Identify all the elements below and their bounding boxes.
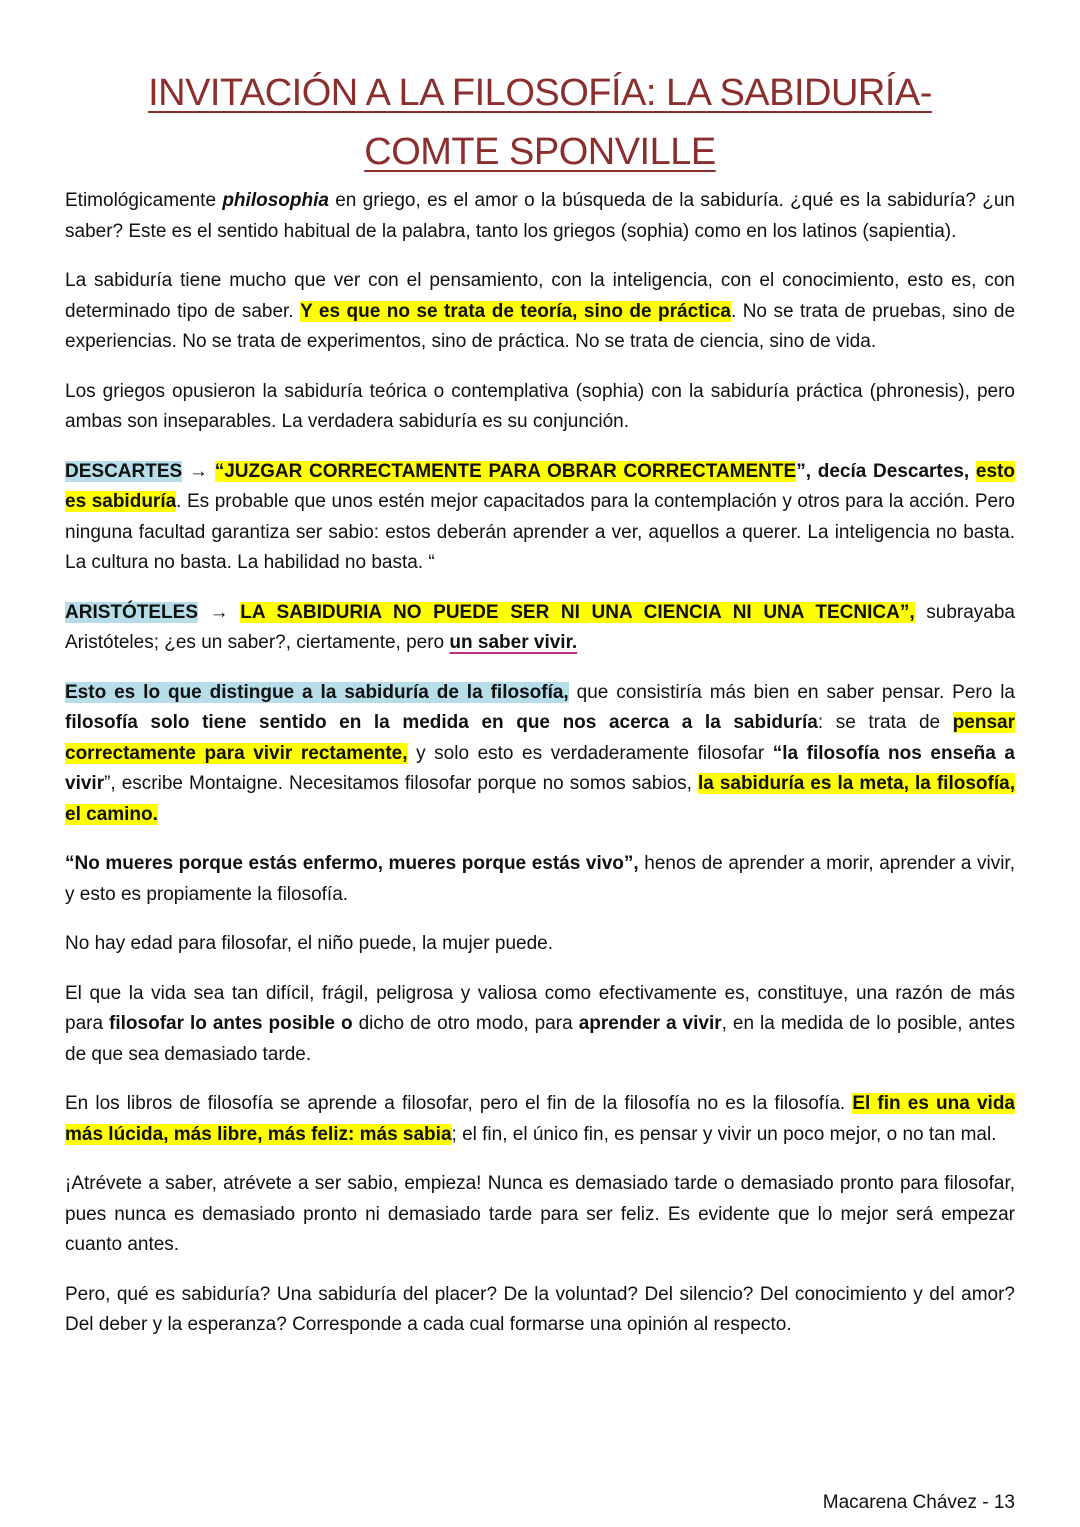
text: La sabiduría tiene mucho que ver con el pensamiento, con la inteligencia, con el conocimiento, esto es, con determinado tipo de saber. [65,270,1015,322]
page-footer: Macarena Chávez - 13 [822,1492,1015,1513]
text: dicho de otro modo, para [352,1013,579,1034]
paragraph-libros [65,1089,1015,1150]
text: ”, escribe Montaigne. Necesitamos filosofar porque no somos sabios, [104,773,698,794]
text: que consistiría más bien en saber pensar. Pero la [568,681,1015,703]
paragraph-etymology [65,186,1015,247]
text: . No se trata de pruebas, sino de experiencias. No se trata de experimentos, sino de práctica. No se trata de ciencia, sino de vida. [65,300,1016,352]
term-philosophia: philosophia [222,190,329,211]
quote-montaigne: “la filosofía nos enseña a vivir [65,742,1015,794]
paragraph-descartes [65,457,1015,579]
text: ”, decía Descartes, [796,460,976,482]
highlight-practice: Y es que no se trata de teoría, sino de práctica [300,300,731,322]
text: : se trata de [817,712,953,733]
paragraph-edad: No hay edad para filosofar, el niño puede, la mujer puede. [65,933,553,954]
paragraph-morir [65,849,1015,910]
bold-text: filosofar lo antes posible o [109,1013,353,1034]
paragraph-aristoteles [65,598,1015,659]
document-body [65,186,1015,1360]
quote-morir: “No mueres porque estás enfermo, mueres porque estás vivo”, [65,853,639,874]
arrow-icon: → [182,460,215,482]
arrow-icon: → [198,601,241,623]
page-title-line-1: INVITACIÓN A LA FILOSOFÍA: LA SABIDURÍA- [148,72,932,114]
text: Etimológicamente [65,190,223,211]
text: El que la vida sea tan difícil, frágil, peligrosa y valiosa como efectivamente es, constituye, una razón de más para [65,982,1015,1034]
text: , en la medida de lo posible, antes de que sea demasiado tarde. [65,1013,1015,1065]
text: henos de aprender a morir, aprender a vivir, y esto es propiamente la filosofía. [65,853,1015,905]
text: en griego, es el amor o la búsqueda de la sabiduría. ¿qué es la sabiduría? ¿un saber? Este es el sentido habitual de la palabra, tanto los griegos (sophia) como en los latinos (sapientia). [65,190,1015,242]
highlight-meta-camino: la sabiduría es la meta, la filosofía, el camino. [65,773,1015,825]
highlight-pensar: pensar correctamente para vivir rectamente, [65,712,1015,764]
paragraph-practice [65,266,1015,358]
text: En los libros de filosofía se aprende a filosofar, pero el fin de la filosofía no es la filosofía. [65,1093,853,1114]
highlight-fin: El fin es una vida más lúcida, más libre, más feliz: más sabia [65,1093,1015,1145]
bold-text: filosofía solo tiene sentido en la medida en que nos acerca a la sabiduría [65,712,818,733]
label-descartes: DESCARTES [65,460,183,482]
text: . Es probable que unos estén mejor capacitados para la contemplación y otros para la acción. Pero ninguna facultad garantiza ser sabio: estos deberán aprender a ver, aquellos a querer. La inteligencia no basta. La cultura no basta. La habilidad no basta. “ [65,491,1015,573]
paragraph-pregunta: Pero, qué es sabiduría? Una sabiduría del placer? De la voluntad? Del silencio? Del conocimiento y del amor? Del deber y la esperanza? Corresponde a cada cual formarse una opinión al respecto. [65,1283,1015,1335]
text: subrayaba Aristóteles; ¿es un saber?, ciertamente, pero [65,601,1015,653]
paragraph-distinction [65,678,1015,831]
page-title-line-2: COMTE SPONVILLE [364,131,716,173]
underlined-saber-vivir: un saber vivir. [449,632,578,653]
text: y solo esto es verdaderamente filosofar [407,742,773,764]
paragraph-greeks: Los griegos opusieron la sabiduría teórica o contemplativa (sophia) con la sabiduría práctica (phronesis), pero ambas son inseparables. La verdadera sabiduría es su conjunción. [65,380,1015,432]
highlight-distinction: Esto es lo que distingue a la sabiduría de la filosofía, [65,681,569,703]
text: ; el fin, el único fin, es pensar y vivir un poco mejor, o no tan mal. [451,1123,997,1145]
quote-descartes: “JUZGAR CORRECTAMENTE PARA OBRAR CORRECTAMENTE [214,460,797,482]
label-aristoteles: ARISTÓTELES [65,601,199,623]
bold-text: aprender a vivir [578,1013,722,1034]
paragraph-vida [65,979,1015,1071]
quote-aristoteles: LA SABIDURIA NO PUEDE SER NI UNA CIENCIA NI UNA TECNICA”, [240,601,915,623]
paragraph-atrevete: ¡Atrévete a saber, atrévete a ser sabio, empieza! Nunca es demasiado tarde o demasiado pronto para filosofar, pues nunca es demasiado pronto ni demasiado tarde para ser feliz. Es evidente que lo mejor será empezar cuanto antes. [65,1173,1015,1255]
highlight-sabiduria: esto es sabiduría [65,460,1015,512]
